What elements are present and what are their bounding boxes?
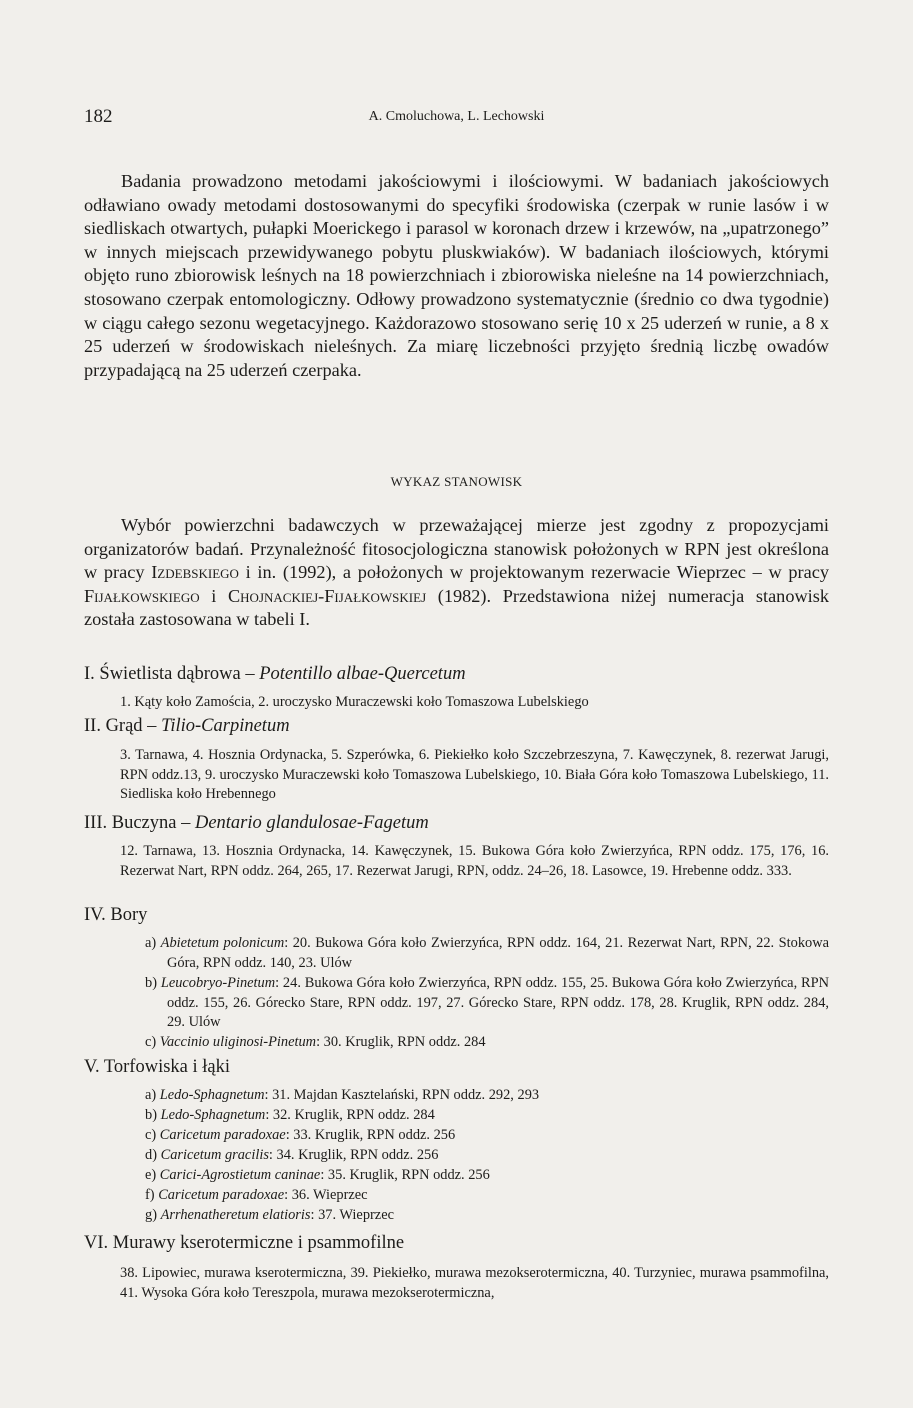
group-heading xyxy=(84,716,829,737)
item-text: : 37. Wieprzec xyxy=(310,1207,394,1223)
item-letter: b) xyxy=(145,975,161,991)
subgroup-item xyxy=(145,1186,829,1206)
group-heading xyxy=(84,1057,829,1078)
subgroup-item xyxy=(145,974,829,1033)
group-heading xyxy=(84,1233,829,1254)
group-heading-text: III. Buczyna – xyxy=(84,813,195,833)
item-letter: f) xyxy=(145,1187,159,1203)
subgroup-item xyxy=(145,1166,829,1186)
item-text: : 32. Kruglik, RPN oddz. 284 xyxy=(265,1107,435,1123)
subgroup-item xyxy=(145,1206,829,1226)
item-latin-name: Abietetum polonicum xyxy=(160,935,285,951)
group-heading xyxy=(84,905,829,926)
group-heading-text: IV. Bory xyxy=(84,905,148,925)
item-text: : 30. Kruglik, RPN oddz. 284 xyxy=(316,1034,486,1050)
item-letter: a) xyxy=(145,935,161,951)
item-letter: c) xyxy=(145,1034,160,1050)
item-letter: d) xyxy=(145,1147,161,1163)
group-sites: 12. Tarnawa, 13. Hosznia Ordynacka, 14. Kawęczynek, 15. Bukowa Góra koło Zwierzyńca, RPN oddz. 175, 176, 16. Rezerwat Nart, RPN oddz. 264, 265, 17. Rezerwat Jarugi, RPN, oddz. 24–26, 18. Lasowce, 19. Hrebenne oddz. 333. xyxy=(120,843,829,879)
item-latin-name: Caricetum paradoxae xyxy=(159,1127,286,1143)
paragraph-text: i in. (1992), a położonych w projektowanym rezerwacie Wieprzec – w pracy xyxy=(238,562,829,583)
item-latin-name: Caricetum paradoxae xyxy=(158,1187,285,1203)
group-heading-text: V. Torfowiska i łąki xyxy=(84,1057,231,1077)
group-sites: 3. Tarnawa, 4. Hosznia Ordynacka, 5. Szperówka, 6. Piekiełko koło Szczebrzeszyna, 7. Kawęczynek, 8. rezerwat Jarugi, RPN oddz.13, 9. uroczysko Muraczewski koło Tomaszowa Lubelskiego, 10. Biała Góra koło Tomaszowa Lubelskiego, 11. Siedliska koło Hrebennego xyxy=(120,747,829,803)
item-text: : 34. Kruglik, RPN oddz. 256 xyxy=(268,1147,439,1163)
group-sites: 1. Kąty koło Zamościa, 2. uroczysko Muraczewski koło Tomaszowa Lubelskiego xyxy=(120,694,589,710)
paragraph-text: i xyxy=(199,585,228,606)
intro-paragraph: Badania prowadzono metodami jakościowymi i ilościowymi. W badaniach jakościowych odławiano owady metodami dostosowanymi do specyfiki środowiska (czerpak w runie lasów i w siedliskach otwartych, pułapki Moerickego i parasol w koronach drzew i krzewów, na „upatrzonego” w innych miejscach przewidywanego pobytu pluskwiaków). W badaniach ilościowych, którymi objęto runo zbiorowisk leśnych na 18 powierzchniach i zbiorowiska nieleśne na 14 powierzchniach, stosowano czerpak entomologiczny. Odłowy prowadzono systematycznie (średnio co dwa tygodnie) w ciągu całego sezonu wegetacyjnego. Każdorazowo stosowano serię 10 x 25 uderzeń w runie, a 8 x 25 uderzeń w środowiskach nieleśnych. Za miarę liczebności przyjęto średnią liczbę owadów przypadającą na 25 uderzeń czerpaka. xyxy=(84,171,829,380)
group-heading-text: VI. Murawy kserotermiczne i psammofilne xyxy=(84,1233,405,1253)
group-heading xyxy=(84,664,829,685)
item-latin-name: Caricetum gracilis xyxy=(160,1147,269,1163)
item-latin-name: Vaccinio uliginosi-Pinetum xyxy=(159,1034,317,1050)
subgroup-item xyxy=(145,934,829,973)
group-latin-name: Potentillo albae-Quercetum xyxy=(259,664,466,684)
subgroup-item xyxy=(145,1033,829,1053)
item-latin-name: Arrhenatheretum elatioris xyxy=(160,1207,311,1223)
item-letter: b) xyxy=(145,1107,161,1123)
subgroup-item xyxy=(145,1106,829,1126)
group-heading xyxy=(84,813,829,834)
item-text: : 20. Bukowa Góra koło Zwierzyńca, RPN oddz. 164, 21. Rezerwat Nart, RPN, 22. Stokowa Góra, RPN oddz. 140, 23. Ulów xyxy=(167,935,829,971)
item-latin-name: Leucobryo-Pinetum xyxy=(160,975,276,991)
item-latin-name: Carici-Agrostietum caninae xyxy=(159,1167,321,1183)
subgroup-item xyxy=(145,1086,829,1106)
running-header xyxy=(84,106,829,136)
section-title: WYKAZ STANOWISK xyxy=(390,474,523,489)
item-text: : 35. Kruglik, RPN oddz. 256 xyxy=(320,1167,490,1183)
cited-author: Fijałkowskiego xyxy=(84,585,200,606)
group-latin-name: Dentario glandulosae-Fagetum xyxy=(194,813,429,833)
item-letter: a) xyxy=(145,1087,160,1103)
item-letter: c) xyxy=(145,1127,160,1143)
item-text: : 24. Bukowa Góra koło Zwierzyńca, RPN oddz. 155, 25. Bukowa Góra koło Zwierzyńca, RPN oddz. 155, 26. Górecko Stare, RPN oddz. 197, 27. Górecko Stare, RPN oddz. 178, 28. Kruglik, RPN oddz. 284, 29. Ulów xyxy=(167,975,829,1031)
item-text: : 33. Kruglik, RPN oddz. 256 xyxy=(285,1127,456,1143)
group-heading-text: I. Świetlista dąbrowa – xyxy=(84,664,260,684)
paragraph-text: Wybór powierzchni badawczych w przeważającej mierze jest zgodny z propozycjami organizatorów badań. Przynależność fitosocjologiczna stanowisk położonych w RPN jest określona w pracy xyxy=(84,515,829,583)
site-selection-paragraph xyxy=(84,514,829,632)
item-text: : 36. Wieprzec xyxy=(284,1187,368,1203)
page-number: 182 xyxy=(84,106,113,127)
running-head-authors: A. Cmoluchowa, L. Lechowski xyxy=(368,109,545,124)
item-letter: e) xyxy=(145,1167,160,1183)
item-latin-name: Ledo-Sphagnetum xyxy=(159,1087,265,1103)
group-sites: 38. Lipowiec, murawa kserotermiczna, 39. Piekiełko, murawa mezokserotermiczna, 40. Turzyniec, murawa psammofilna, 41. Wysoka Góra koło Tereszpola, murawa mezokserotermiczna, xyxy=(120,1265,829,1301)
paragraph-text: (1982). Przedstawiona niżej numeracja stanowisk została zastosowana w tabeli I. xyxy=(84,585,829,630)
group-heading-text: II. Grąd – xyxy=(84,716,162,736)
subgroup-item xyxy=(145,1126,829,1146)
item-latin-name: Ledo-Sphagnetum xyxy=(160,1107,266,1123)
item-letter: g) xyxy=(145,1207,161,1223)
item-text: : 31. Majdan Kasztelański, RPN oddz. 292, 293 xyxy=(264,1087,540,1103)
cited-author: Izdebskiego xyxy=(151,562,239,583)
subgroup-item xyxy=(145,1146,829,1166)
group-latin-name: Tilio-Carpinetum xyxy=(161,716,290,736)
cited-author: Chojnackiej-Fijałkowskiej xyxy=(227,585,427,606)
